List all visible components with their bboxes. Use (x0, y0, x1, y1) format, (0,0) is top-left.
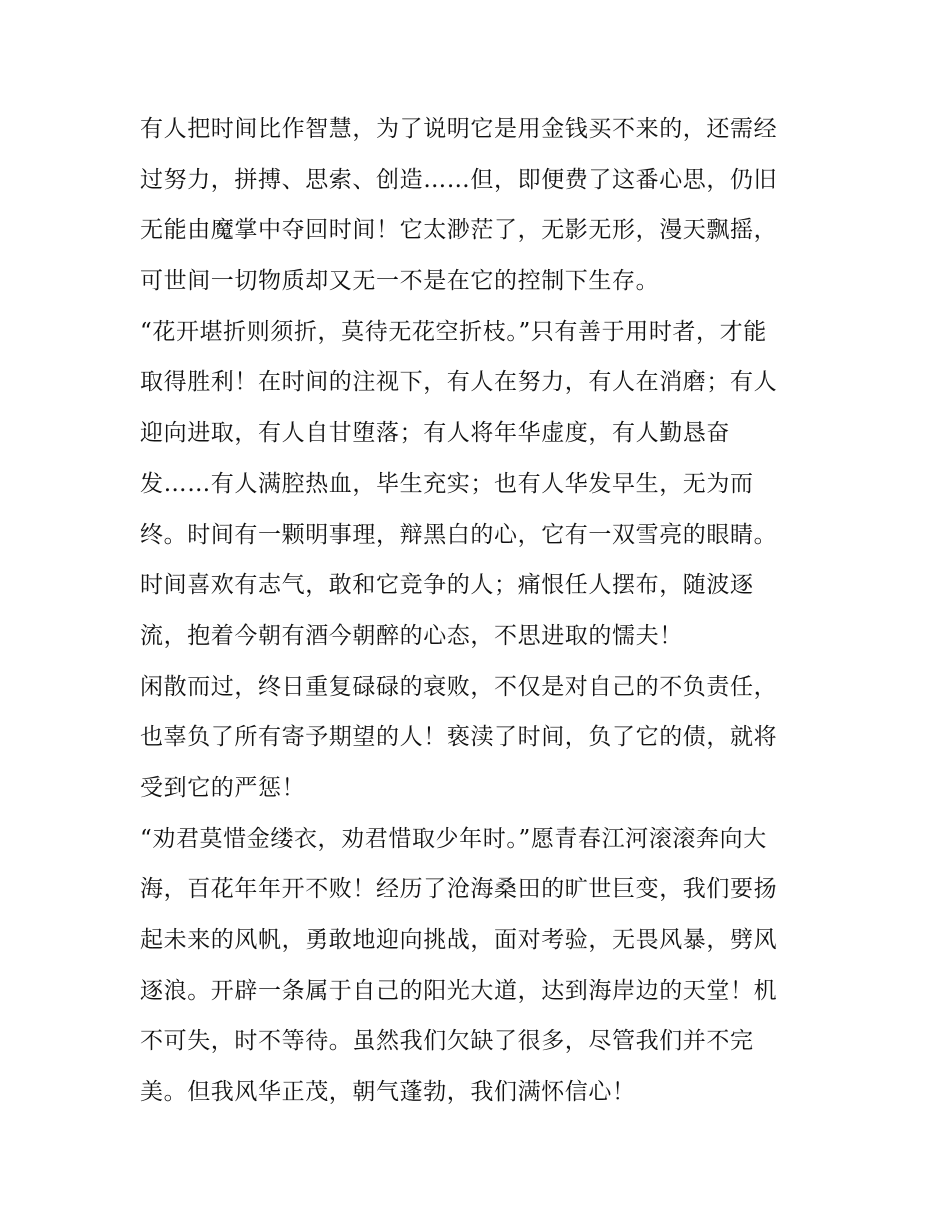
text-line: 迎向进取，有人自甘堕落；有人将年华虚度，有人勤恳奋 (140, 420, 730, 447)
text-line: “劝君莫惜金缕衣，劝君惜取少年时。”愿青春江河滚滚奔向大 (140, 825, 767, 852)
text-line: 逐浪。开辟一条属于自己的阳光大道，达到海岸边的天堂！机 (140, 977, 778, 1004)
text-line: 时间喜欢有志气，敢和它竞争的人；痛恨任人摆布，随波逐 (140, 572, 754, 599)
text-line: 也辜负了所有寄予期望的人！亵渎了时间，负了它的债，就将 (140, 724, 778, 751)
text-line: 有人把时间比作智慧，为了说明它是用金钱买不来的，还需经 (140, 116, 778, 142)
text-line: 过努力，拼搏、思索、创造……但，即便费了这番心思，仍旧 (140, 166, 778, 193)
text-line: 无能由魔掌中夺回时间！它太渺茫了，无影无形，漫天飘摇， (140, 217, 778, 244)
text-line: 美。但我风华正茂，朝气蓬勃，我们满怀信心！ (140, 1079, 636, 1106)
essay-body (140, 104, 840, 1118)
text-line: 闲散而过，终日重复碌碌的衰败，不仅是对自己的不负责任， (140, 673, 778, 700)
text-line: 受到它的严惩！ (140, 774, 306, 801)
text-line: “花开堪折则须折，莫待无花空折枝。”只有善于用时者，才能 (140, 318, 767, 345)
text-line: 取得胜利！在时间的注视下，有人在努力，有人在消磨；有人 (140, 369, 778, 396)
text-line: 发……有人满腔热血，毕生充实；也有人华发早生，无为而 (140, 470, 754, 497)
text-line: 可世间一切物质却又无一不是在它的控制下生存。 (140, 268, 660, 295)
text-line: 流，抱着今朝有酒今朝醉的心态，不思进取的懦夫！ (140, 622, 683, 649)
text-line: 海，百花年年开不败！经历了沧海桑田的旷世巨变，我们要扬 (140, 876, 778, 903)
text-line: 不可失，时不等待。虽然我们欠缺了很多，尽管我们并不完 (140, 1028, 754, 1055)
text-line: 起未来的风帆，勇敢地迎向挑战，面对考验，无畏风暴，劈风 (140, 927, 778, 953)
text-line: 终。时间有一颗明事理，辩黑白的心，它有一双雪亮的眼睛。 (140, 521, 778, 548)
